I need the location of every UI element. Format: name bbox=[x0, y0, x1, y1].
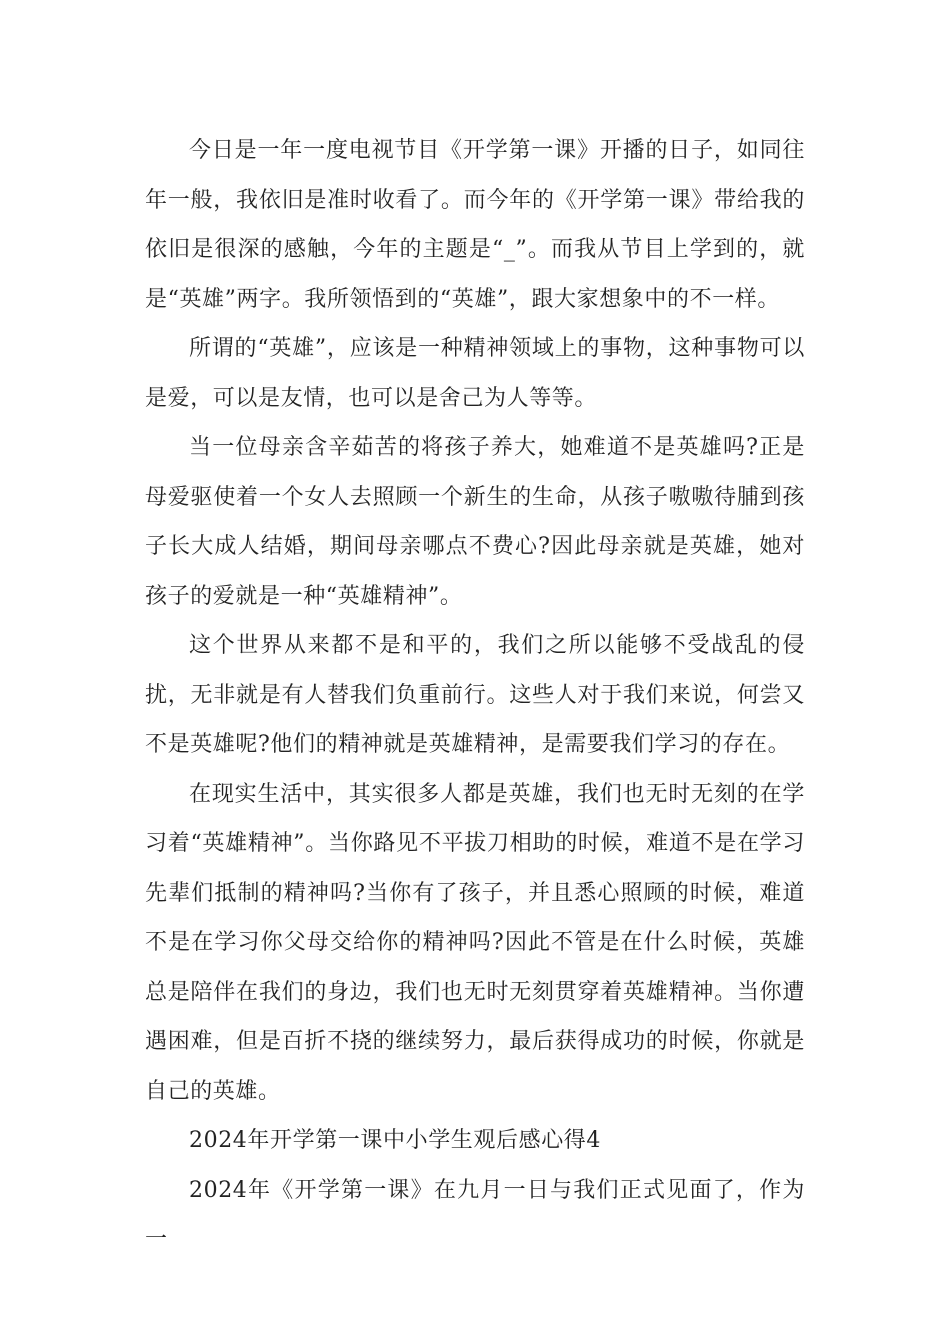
document-body bbox=[145, 126, 805, 1265]
paragraph-3: 当一位母亲含辛茹苦的将孩子养大，她难道不是英雄吗?正是母爱驱使着一个女人去照顾一个新生的生命，从孩子嗷嗷待脯到孩子长大成人结婚，期间母亲哪点不费心?因此母亲就是英雄，她对孩子的爱就是一种“英雄精神”。 bbox=[145, 435, 805, 609]
paragraph-5: 在现实生活中，其实很多人都是英雄，我们也无时无刻的在学习着“英雄精神”。当你路见不平拔刀相助的时候，难道不是在学习先辈们抵制的精神吗?当你有了孩子，并且悉心照顾的时候，难道不是在学习你父母交给你的精神吗?因此不管是在什么时候，英雄总是陪伴在我们的身边，我们也无时无刻贯穿着英雄精神。当你遭遇困难，但是百折不挠的继续努力，最后获得成功的时候，你就是自己的英雄。 bbox=[145, 781, 805, 1104]
paragraph-1: 今日是一年一度电视节目《开学第一课》开播的日子，如同往年一般，我依旧是准时收看了。而今年的《开学第一课》带给我的依旧是很深的感触，今年的主题是“_”。而我从节目上学到的，就是“英雄”两字。我所领悟到的“英雄”，跟大家想象中的不一样。 bbox=[145, 138, 805, 312]
section-heading: 2024年开学第一课中小学生观后感心得4 bbox=[189, 1128, 601, 1153]
paragraph-2: 所谓的“英雄”，应该是一种精神领域上的事物，这种事物可以是爱，可以是友情，也可以是舍己为人等等。 bbox=[145, 336, 805, 411]
paragraph-4: 这个世界从来都不是和平的，我们之所以能够不受战乱的侵扰，无非就是有人替我们负重前行。这些人对于我们来说，何尝又不是英雄呢?他们的精神就是英雄精神，是需要我们学习的存在。 bbox=[145, 633, 805, 757]
paragraph-6: 2024年《开学第一课》在九月一日与我们正式见面了，作为一 bbox=[145, 1177, 805, 1252]
